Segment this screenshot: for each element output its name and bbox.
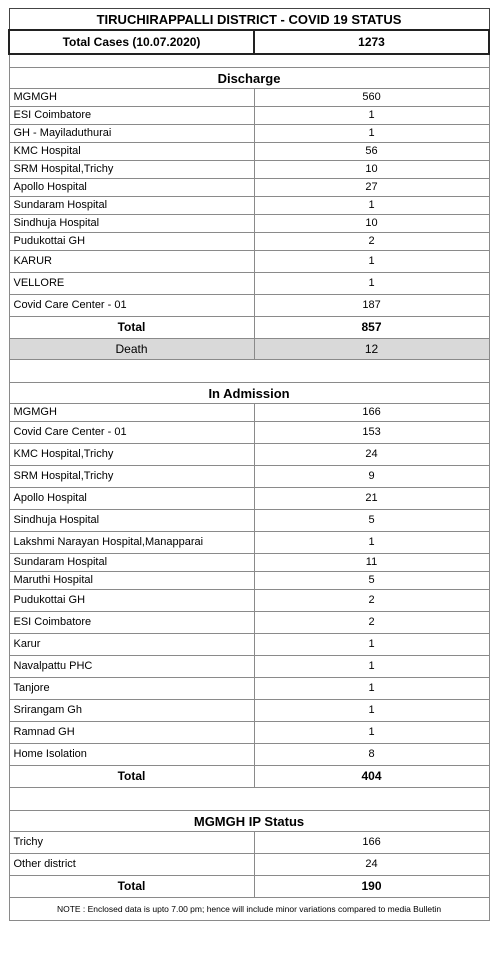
death-value: 12: [254, 339, 489, 360]
table-row: [9, 143, 489, 161]
row-label: SRM Hospital,Trichy: [9, 466, 254, 488]
row-label: Apollo Hospital: [9, 488, 254, 510]
table-row: [9, 488, 489, 510]
total-cases-label: Total Cases (10.07.2020): [9, 30, 254, 54]
table-row: [9, 107, 489, 125]
row-value: 1: [254, 273, 489, 295]
title-row: [9, 9, 489, 31]
total-value: 857: [254, 317, 489, 339]
row-label: KARUR: [9, 251, 254, 273]
row-label: GH - Mayiladuthurai: [9, 125, 254, 143]
row-value: 1: [254, 197, 489, 215]
row-label: ESI Coimbatore: [9, 107, 254, 125]
row-value: 21: [254, 488, 489, 510]
total-value: 404: [254, 766, 489, 788]
discharge-heading: Discharge: [9, 68, 489, 89]
row-value: 2: [254, 590, 489, 612]
table-row: [9, 656, 489, 678]
ip-status-heading: MGMGH IP Status: [9, 811, 489, 832]
page-title: TIRUCHIRAPPALLI DISTRICT - COVID 19 STATUS: [9, 9, 489, 31]
row-label: Sindhuja Hospital: [9, 510, 254, 532]
table-row: [9, 722, 489, 744]
table-row: [9, 422, 489, 444]
ip-status-heading-row: [9, 811, 489, 832]
spacer: [9, 788, 489, 811]
row-label: SRM Hospital,Trichy: [9, 161, 254, 179]
row-label: Sindhuja Hospital: [9, 215, 254, 233]
row-label: ESI Coimbatore: [9, 612, 254, 634]
row-value: 56: [254, 143, 489, 161]
row-value: 187: [254, 295, 489, 317]
row-value: 5: [254, 572, 489, 590]
table-row: [9, 125, 489, 143]
table-row: [9, 612, 489, 634]
row-value: 1: [254, 107, 489, 125]
row-value: 1: [254, 532, 489, 554]
row-value: 5: [254, 510, 489, 532]
total-value: 190: [254, 876, 489, 898]
row-label: Sundaram Hospital: [9, 554, 254, 572]
table-row: [9, 161, 489, 179]
row-value: 166: [254, 404, 489, 422]
total-label: Total: [9, 317, 254, 339]
note-row: [9, 898, 489, 921]
total-cases-row: [9, 30, 489, 54]
row-label: Sundaram Hospital: [9, 197, 254, 215]
row-label: Apollo Hospital: [9, 179, 254, 197]
table-row: [9, 634, 489, 656]
row-value: 1: [254, 634, 489, 656]
table-row: [9, 466, 489, 488]
covid-status-sheet: [8, 8, 488, 921]
row-label: Ramnad GH: [9, 722, 254, 744]
row-label: Navalpattu PHC: [9, 656, 254, 678]
table-row: [9, 572, 489, 590]
row-value: 24: [254, 444, 489, 466]
table-row: [9, 89, 489, 107]
table-row: [9, 678, 489, 700]
death-row: [9, 339, 489, 360]
table-row: [9, 273, 489, 295]
row-label: Covid Care Center - 01: [9, 295, 254, 317]
row-label: KMC Hospital: [9, 143, 254, 161]
discharge-heading-row: [9, 68, 489, 89]
table-row: [9, 215, 489, 233]
row-value: 1: [254, 678, 489, 700]
row-value: 27: [254, 179, 489, 197]
row-label: KMC Hospital,Trichy: [9, 444, 254, 466]
row-value: 1: [254, 656, 489, 678]
table-row: [9, 854, 489, 876]
total-label: Total: [9, 876, 254, 898]
table-row: [9, 554, 489, 572]
row-label: Covid Care Center - 01: [9, 422, 254, 444]
row-label: Karur: [9, 634, 254, 656]
death-label: Death: [9, 339, 254, 360]
row-value: 166: [254, 832, 489, 854]
row-value: 560: [254, 89, 489, 107]
total-cases-value: 1273: [254, 30, 489, 54]
row-label: Lakshmi Narayan Hospital,Manapparai: [9, 532, 254, 554]
row-value: 1: [254, 722, 489, 744]
discharge-total-row: [9, 317, 489, 339]
row-label: MGMGH: [9, 404, 254, 422]
row-value: 24: [254, 854, 489, 876]
spacer-row: [9, 788, 489, 811]
table-row: [9, 444, 489, 466]
ip-status-total-row: [9, 876, 489, 898]
row-label: VELLORE: [9, 273, 254, 295]
row-label: Pudukottai GH: [9, 233, 254, 251]
spacer-row: [9, 54, 489, 68]
table-row: [9, 404, 489, 422]
table-row: [9, 295, 489, 317]
total-label: Total: [9, 766, 254, 788]
status-table: [8, 8, 490, 921]
table-row: [9, 832, 489, 854]
row-label: Trichy: [9, 832, 254, 854]
admission-total-row: [9, 766, 489, 788]
row-value: 153: [254, 422, 489, 444]
spacer: [9, 360, 489, 383]
table-row: [9, 590, 489, 612]
table-row: [9, 510, 489, 532]
note-text: NOTE : Enclosed data is upto 7.00 pm; hence will include minor variations compared to media Bulletin: [9, 898, 489, 921]
row-value: 8: [254, 744, 489, 766]
row-value: 2: [254, 612, 489, 634]
table-row: [9, 700, 489, 722]
row-label: MGMGH: [9, 89, 254, 107]
row-label: Home Isolation: [9, 744, 254, 766]
row-label: Srirangam Gh: [9, 700, 254, 722]
row-value: 10: [254, 161, 489, 179]
table-row: [9, 197, 489, 215]
table-row: [9, 532, 489, 554]
admission-heading: In Admission: [9, 383, 489, 404]
table-row: [9, 179, 489, 197]
row-label: Pudukottai GH: [9, 590, 254, 612]
row-label: Maruthi Hospital: [9, 572, 254, 590]
row-value: 1: [254, 251, 489, 273]
row-value: 1: [254, 125, 489, 143]
row-value: 2: [254, 233, 489, 251]
admission-heading-row: [9, 383, 489, 404]
table-row: [9, 744, 489, 766]
spacer-row: [9, 360, 489, 383]
row-label: Other district: [9, 854, 254, 876]
table-row: [9, 251, 489, 273]
table-row: [9, 233, 489, 251]
row-value: 11: [254, 554, 489, 572]
row-value: 9: [254, 466, 489, 488]
row-label: Tanjore: [9, 678, 254, 700]
row-value: 1: [254, 700, 489, 722]
row-value: 10: [254, 215, 489, 233]
